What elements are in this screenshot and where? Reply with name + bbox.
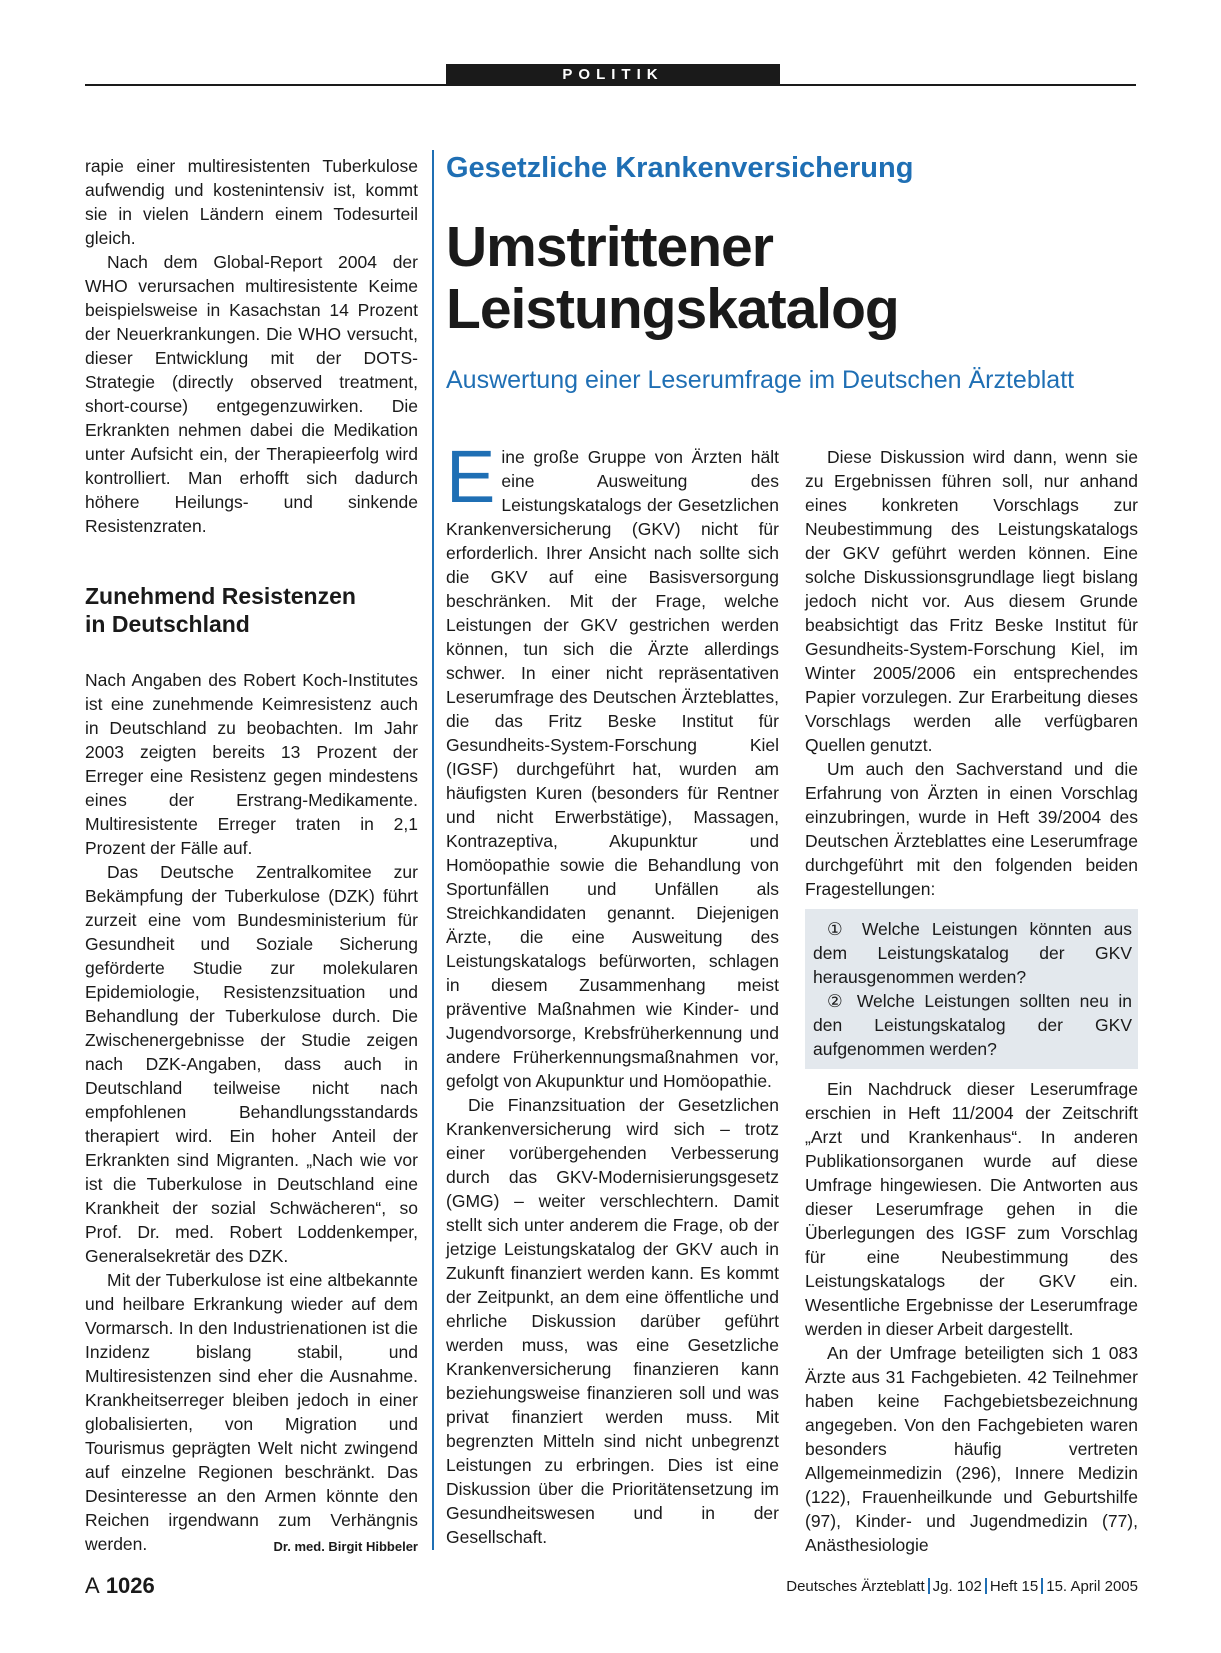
article-kicker: Gesetzliche Krankenversicherung — [446, 152, 914, 184]
paragraph-text: ine große Gruppe von Ärzten hält eine Ausweitung des Leistungskatalogs der Gesetzlichen Krankenversicherung (GKV) nicht für erforderlich. Ihrer Ansicht nach sollte sich die GKV auf eine Basisversorgung beschränken. Mit der Frage, welche Leistungen der GKV gestrichen werden können, tun sich die Ärzte allerdings schwer. In einer nicht repräsentativen Leserumfrage des Deutschen Ärzteblattes, die das Fritz Beske Institut für Gesundheits-System-Forschung Kiel (IGSF) durchgeführt hat, wurden am häufigsten Kuren (besonders für Rentner und nicht Erwerbstätige), Massagen, Kontrazeptiva, Akupunktur und Homöopathie sowie die Behandlung von Sportunfällen und Unfällen als Streichkandidaten genannt. Diejenigen Ärzte, die eine Ausweitung des Leistungskatalogs befürworten, schlagen in diesem Zusammenhang meist präventive Maßnahmen wie Kinder- und Jugendvorsorge, Krebsfrüherkennung und andere Früherkennungsmaßnahmen vor, gefolgt von Akupunktur und Homöopathie. — [446, 447, 779, 1091]
question-item: ② Welche Leistungen sollten neu in den Leistungskatalog der GKV aufgenommen werden? — [813, 991, 1132, 1059]
paragraph — [446, 435, 779, 1093]
section-label: POLITIK — [446, 64, 780, 85]
left-column — [85, 154, 418, 1559]
author-byline: Dr. med. Birgit Hibbeler — [273, 1539, 418, 1554]
issue: Heft 15 — [989, 1578, 1039, 1595]
article-headline — [446, 216, 899, 340]
paragraph: An der Umfrage beteiligten sich 1 083 Ärzte aus 31 Fachgebieten. 42 Teilnehmer haben keine Fachgebietsbezeichnung angegeben. Von den Fachgebieten waren besonders häufig vertreten Allgemeinmedizin (296), Innere Medizin (122), Frauenheilkunde und Geburtshilfe (97), Kinder- und Jugendmedizin (77), Anästhesiologie — [805, 1343, 1138, 1555]
separator — [1041, 1578, 1043, 1594]
page-number — [85, 1573, 155, 1599]
paragraph: rapie einer multiresistenten Tuberkulose aufwendig und kostenintensiv ist, kommt sie in vielen Ländern einem Todesurteil gleich. — [85, 156, 418, 248]
middle-column — [446, 435, 779, 1549]
paragraph: Die Finanzsituation der Gesetzlichen Krankenversicherung wird sich – trotz einer vorübergehenden Verbesserung durch das GKV-Modernisierungsgesetz (GMG) – weiter verschlechtern. Damit stellt sich unter anderem die Frage, ob der jetzige Leistungskatalog der GKV auch in Zukunft finanziert werden kann. Es kommt der Zeitpunkt, an dem eine öffentliche und ehrliche Diskussion darüber geführt werden muss, was eine Gesetzliche Krankenversicherung finanzieren kann beziehungsweise finanzieren soll und was privat finanziert werden muss. Mit begrenzten Mitteln sind nicht unbegrenzt Leistungen zu erbringen. Dies ist eine Diskussion über die Prioritätensetzung im Gesundheitswesen und in der Gesellschaft. — [446, 1095, 779, 1547]
paragraph: Ein Nachdruck dieser Leserumfrage erschien in Heft 11/2004 der Zeitschrift „Arzt und Krankenhaus“. In anderen Publikationsorganen wurde auf diese Umfrage hingewiesen. Die Antworten aus dieser Leserumfrage gehen in die Überlegungen des IGSF zum Vorschlag für eine Neubestimmung des Leistungskatalogs der GKV ein. Wesentliche Ergebnisse der Leserumfrage werden in dieser Arbeit dargestellt. — [805, 1079, 1138, 1339]
subheading-line: Zunehmend Resistenzen — [85, 583, 356, 609]
footer-citation — [786, 1578, 1138, 1595]
separator — [928, 1578, 930, 1594]
question-item: ① Welche Leistungen könnten aus dem Leistungskatalog der GKV herausgenommen werden? — [813, 919, 1132, 987]
column-divider — [432, 150, 434, 1550]
subheading-line: in Deutschland — [85, 611, 250, 637]
paragraph — [85, 1268, 418, 1556]
question-box — [805, 909, 1138, 1069]
journal-name: Deutsches Ärzteblatt — [786, 1578, 925, 1595]
paragraph: Nach dem Global-Report 2004 der WHO verursachen multiresistente Keime beispielsweise in Kasachstan 14 Prozent der Neuerkrankungen. Die WHO versucht, dieser Entwicklung mit der DOTS-Strategie (directly observed treatment, short-course) entgegenzuwirken. Die Erkrankten nehmen dabei die Medikation unter Aufsicht ein, der Therapieerfolg wird kontrolliert. Man erhofft sich dadurch höhere Heilungs- und sinkende Resistenzraten. — [85, 252, 418, 536]
headline-line: Umstrittener — [446, 215, 773, 279]
paragraph: Das Deutsche Zentralkomitee zur Bekämpfung der Tuberkulose (DZK) führt zurzeit eine vom Bundesministerium für Gesundheit und Soziale Sicherung geförderte Studie zur molekularen Epidemiologie, Resistenzsituation und Behandlung der Tuberkulose durch. Die Zwischenergebnisse der Studie zeigen nach DZK-Angaben, dass auch in Deutschland teilweise nicht nach empfohlenen Behandlungsstandards therapiert wird. Ein hoher Anteil der Erkrankten sind Migranten. „Nach wie vor ist die Tuberkulose in Deutschland eine Krankheit der sozial Schwächeren“, so Prof. Dr. med. Robert Loddenkemper, Generalsekretär des DZK. — [85, 862, 418, 1266]
page-prefix: A — [85, 1573, 100, 1598]
headline-line: Leistungskatalog — [446, 277, 899, 341]
paragraph-text: Mit der Tuberkulose ist eine altbekannte und heilbare Erkrankung wieder auf dem Vormarsch. In den Industrienationen ist die Inzidenz bislang stabil, und Multiresistenzen sind eher die Ausnahme. Krankheitserreger bleiben jedoch in einer globalisierten, von Migration und Tourismus geprägten Welt nicht zwingend auf einzelne Regionen beschränkt. Das Desinteresse an den Armen könnte den Reichen irgendwann zum Verhängnis werden. — [85, 1270, 418, 1554]
page-number-value: 1026 — [105, 1573, 155, 1598]
issue-date: 15. April 2005 — [1046, 1578, 1138, 1595]
paragraph: Nach Angaben des Robert Koch-Institutes ist eine zunehmende Keimresistenz auch in Deutschland zu beobachten. Im Jahr 2003 zeigten bereits 13 Prozent der Erreger eine Resistenz gegen mindestens eines der Erstrang-Medikamente. Multiresistente Erreger traten in 2,1 Prozent der Fälle auf. — [85, 670, 418, 858]
subheading — [85, 582, 418, 638]
drop-cap: E — [446, 435, 496, 518]
volume: Jg. 102 — [932, 1578, 982, 1595]
paragraph: Um auch den Sachverstand und die Erfahrung von Ärzten in einen Vorschlag einzubringen, wurde in Heft 39/2004 des Deutschen Ärzteblattes eine Leserumfrage durchgeführt mit den folgenden beiden Fragestellungen: — [805, 759, 1138, 899]
article-deck: Auswertung einer Leserumfrage im Deutschen Ärzteblatt — [446, 366, 1075, 394]
separator — [985, 1578, 987, 1594]
paragraph: Diese Diskussion wird dann, wenn sie zu Ergebnissen führen soll, nur anhand eines konkreten Vorschlags zur Neubestimmung des Leistungskatalogs der GKV geführt werden können. Eine solche Diskussionsgrundlage liegt bislang jedoch nicht vor. Aus diesem Grunde beabsichtigt das Fritz Beske Institut für Gesundheits-System-Forschung Kiel, im Winter 2005/2006 ein entsprechendes Papier vorzulegen. Zur Erarbeitung dieses Vorschlags werden alle verfügbaren Quellen genutzt. — [805, 447, 1138, 755]
right-column — [805, 445, 1138, 1557]
